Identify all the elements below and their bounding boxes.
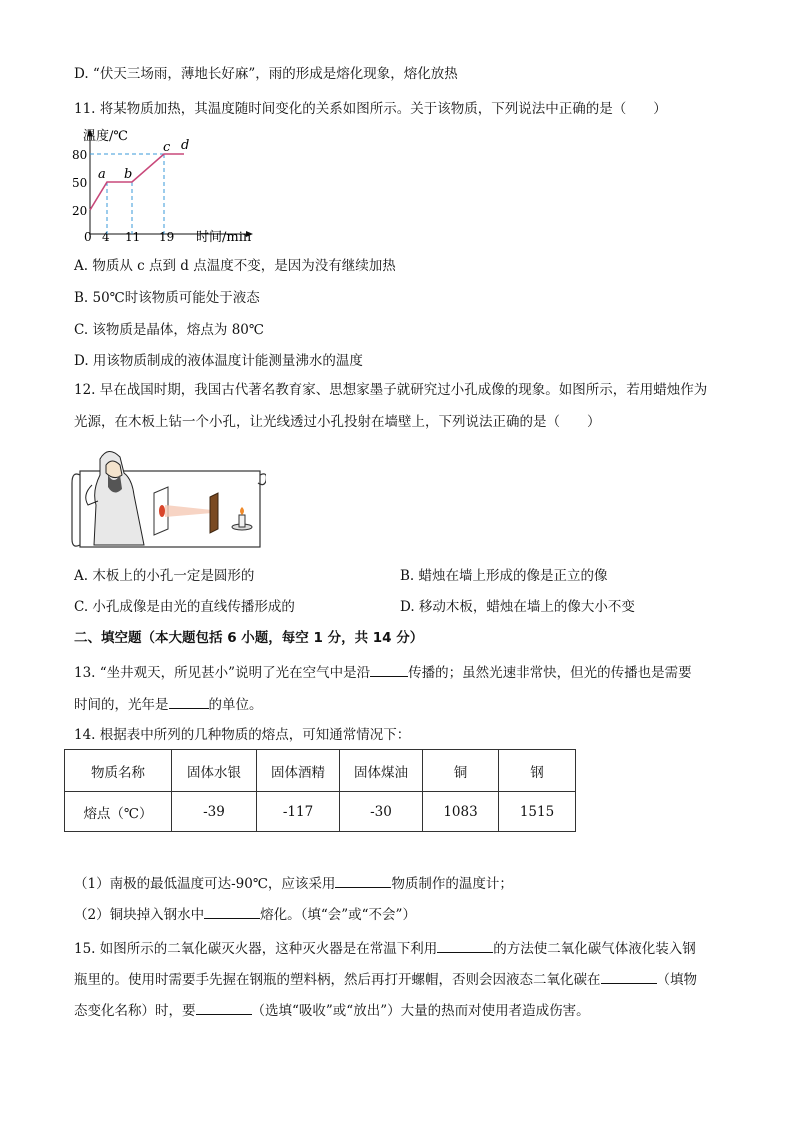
- q12-stem-line1: 12. 早在战国时期，我国古代著名教育家、思想家墨子就研究过小孔成像的现象。如图所示，若用蜡烛作为: [74, 382, 708, 398]
- x-axis-label: 时间/min: [196, 230, 252, 245]
- table-cell: 熔点（℃）: [65, 792, 172, 832]
- q15-text-5: 态变化名称）时，要: [74, 1003, 196, 1019]
- q15-text-2: 的方法使二氧化碳气体液化装入钢: [493, 941, 696, 957]
- heating-curve: [90, 154, 184, 210]
- pinhole-imaging-illustration: [70, 445, 266, 553]
- x-tick-0: 0: [84, 230, 92, 244]
- q15-text-4: （填物: [656, 972, 697, 988]
- table-cell: 钢: [499, 750, 576, 792]
- q15-text-3: 瓶里的。使用时需要手先握在钢瓶的塑料柄，然后再打开螺帽，否则会因液态二氧化碳在: [74, 972, 601, 988]
- q12-option-d: D. 移动木板，蜡烛在墙上的像大小不变: [400, 599, 635, 615]
- section-2-heading: 二、填空题（本大题包括 6 小题，每空 1 分，共 14 分）: [74, 630, 424, 646]
- table-cell: 固体酒精: [257, 750, 340, 792]
- wooden-board: [210, 493, 218, 533]
- q11-option-c: C. 该物质是晶体，熔点为 80℃: [74, 322, 265, 338]
- table-row: [65, 792, 576, 832]
- q13-line1: [74, 662, 692, 682]
- q13-text-3: 时间的，光年是: [74, 697, 169, 713]
- q11-option-d: D. 用该物质制成的液体温度计能测量沸水的温度: [74, 353, 363, 369]
- q14-blank-2[interactable]: [204, 904, 260, 919]
- table-header-row: [65, 750, 576, 792]
- point-a-label: a: [98, 167, 106, 182]
- q15-blank-1[interactable]: [437, 938, 493, 953]
- q15-line1: [74, 938, 696, 958]
- melting-point-table: [64, 749, 576, 832]
- q15-blank-3[interactable]: [196, 1000, 252, 1015]
- table-cell: -39: [172, 792, 257, 832]
- x-tick-4: 4: [102, 230, 110, 244]
- q10-option-d: D. “伏天三场雨，薄地长好麻”，雨的形成是熔化现象，熔化放热: [74, 66, 458, 82]
- q12-stem-line2: 光源，在木板上钻一个小孔，让光线透过小孔投射在墙壁上，下列说法正确的是（ ）: [74, 414, 601, 430]
- y-tick-50: 50: [72, 176, 88, 190]
- x-tick-11: 11: [125, 230, 141, 244]
- q12-option-a: A. 木板上的小孔一定是圆形的: [74, 568, 255, 584]
- x-tick-19: 19: [159, 230, 175, 244]
- table-cell: 物质名称: [65, 750, 172, 792]
- point-c-label: c: [163, 140, 171, 155]
- table-cell: 铜: [423, 750, 499, 792]
- scroll-left-curl: [72, 474, 80, 546]
- q11-option-a: A. 物质从 c 点到 d 点温度不变，是因为没有继续加热: [74, 258, 396, 274]
- table-cell: -30: [340, 792, 423, 832]
- q14-sub2-text-2: 熔化。（填“会”或“不会”）: [260, 907, 416, 923]
- q12-option-b: B. 蜡烛在墙上形成的像是正立的像: [400, 568, 608, 584]
- table-cell: 1515: [499, 792, 576, 832]
- q12-option-c: C. 小孔成像是由光的直线传播形成的: [74, 599, 295, 615]
- y-tick-20: 20: [72, 204, 88, 218]
- q15-text-6: （选填“吸收”或“放出”）大量的热而对使用者造成伤害。: [251, 1003, 590, 1019]
- q13-text-2: 传播的；虽然光速非常快，但光的传播也是需要: [408, 665, 692, 681]
- q14-blank-1[interactable]: [335, 873, 391, 888]
- q14-stem: 14. 根据表中所列的几种物质的熔点，可知通常情况下：: [74, 727, 411, 743]
- q13-text-1: 13. “坐井观天，所见甚小”说明了光在空气中是沿: [74, 665, 371, 681]
- table-cell: 1083: [423, 792, 499, 832]
- temperature-time-graph: [66, 124, 266, 252]
- q14-sub1-text-1: （1）南极的最低温度可达-90℃，应该采用: [74, 876, 336, 892]
- q11-stem: 11. 将某物质加热，其温度随时间变化的关系如图所示。关于该物质，下列说法中正确的是（ ）: [74, 101, 667, 117]
- q14-sub2-text-1: （2）铜块掉入钢水中: [74, 907, 205, 923]
- table-cell: 固体水银: [172, 750, 257, 792]
- q13-line2: [74, 694, 263, 714]
- q14-sub1-text-2: 物质制作的温度计；: [391, 876, 513, 892]
- y-tick-80: 80: [72, 148, 88, 162]
- table-cell: -117: [257, 792, 340, 832]
- q14-sub1: [74, 873, 513, 893]
- q14-sub2: [74, 904, 416, 924]
- q13-blank-2[interactable]: [169, 694, 209, 709]
- point-d-label: d: [181, 138, 190, 153]
- q13-text-4: 的单位。: [208, 697, 263, 713]
- q15-line2: [74, 969, 697, 989]
- q13-blank-1[interactable]: [370, 662, 408, 677]
- point-b-label: b: [124, 167, 133, 182]
- q15-text-1: 15. 如图所示的二氧化碳灭火器，这种灭火器是在常温下利用: [74, 941, 438, 957]
- q15-blank-2[interactable]: [601, 969, 657, 984]
- q11-option-b: B. 50℃时该物质可能处于液态: [74, 290, 260, 306]
- dashed-guides: [90, 154, 164, 234]
- table-cell: 固体煤油: [340, 750, 423, 792]
- q15-line3: [74, 1000, 590, 1020]
- y-axis-label: 温度/℃: [83, 129, 128, 144]
